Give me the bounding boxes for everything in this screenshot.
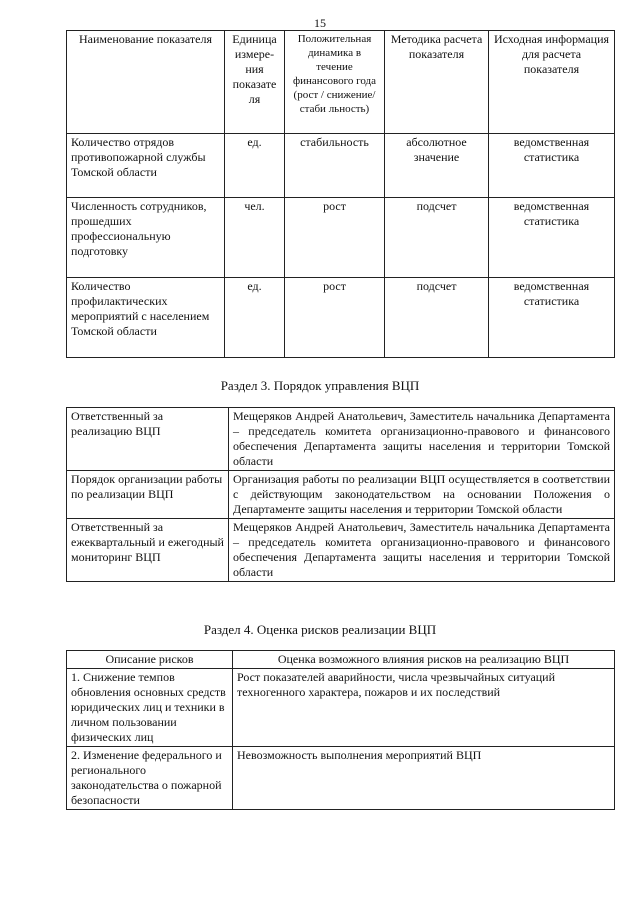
table-cell: Численность сотрудников, прошедших профессиональную подготовку [67,198,225,278]
table-cell: Ответственный за ежеквартальный и ежегодный мониторинг ВЦП [67,519,229,582]
table-header-row [67,31,615,134]
table-cell: 2. Изменение федерального и регионального законодательства о пожарной безопасности [67,747,233,810]
table-row [67,747,615,810]
column-header: Описание рисков [67,651,233,669]
table-cell: подсчет [385,198,489,278]
risks-table [66,650,615,810]
table-cell: чел. [225,198,285,278]
column-header: Методика расчета показателя [385,31,489,134]
table-row [67,198,615,278]
table-cell: Рост показателей аварийности, числа чрезвычайных ситуаций техногенного характера, пожаров и их последствий [233,669,615,747]
table-cell: Организация работы по реализации ВЦП осуществляется в соответствии с действующим законодательством на основании Положения о Департаменте защиты населения и территории Томской области [229,471,615,519]
table-cell: Мещеряков Андрей Анатольевич, Заместитель начальника Департамента – председатель комитета организационно-правового и финансового обеспечения Департамента защиты населения и территории Томской области [229,519,615,582]
page-number: 15 [314,16,326,30]
indicators-table [66,30,615,358]
table-cell: абсолютное значение [385,134,489,198]
table-cell: Количество профилактических мероприятий с населением Томской области [67,278,225,358]
column-header: Оценка возможного влияния рисков на реализацию ВЦП [233,651,615,669]
table-row [67,134,615,198]
table-cell: Количество отрядов противопожарной службы Томской области [67,134,225,198]
table-row [67,519,615,582]
management-table [66,407,615,582]
table-header-row [67,651,615,669]
section-4-title: Раздел 4. Оценка рисков реализации ВЦП [203,622,437,637]
table-row [67,278,615,358]
table-cell: ведомственная статистика [489,278,615,358]
table-cell: ведомственная статистика [489,134,615,198]
table-cell: подсчет [385,278,489,358]
table-cell: рост [285,198,385,278]
column-header: Исходная информация для расчета показателя [489,31,615,134]
table-row [67,408,615,471]
table-cell: Порядок организации работы по реализации ВЦП [67,471,229,519]
table-cell: ед. [225,278,285,358]
table-cell: Невозможность выполнения мероприятий ВЦП [233,747,615,810]
table-cell: Мещеряков Андрей Анатольевич, Заместитель начальника Департамента – председатель комитета организационно-правового и финансового обеспечения Департамента защиты населения и территории Томской области [229,408,615,471]
table-cell: ведомственная статистика [489,198,615,278]
table-cell: стабильность [285,134,385,198]
column-header: Единица измере-ния показате ля [225,31,285,134]
table-cell: 1. Снижение темпов обновления основных средств юридических лиц и техники в личном пользовании физических лиц [67,669,233,747]
section-3-title: Раздел 3. Порядок управления ВЦП [220,378,420,393]
table-cell: ед. [225,134,285,198]
table-row [67,669,615,747]
column-header: Положительная динамика в течение финансового года (рост / снижение/стаби льность) [285,31,385,134]
table-cell: Ответственный за реализацию ВЦП [67,408,229,471]
table-row [67,471,615,519]
column-header: Наименование показателя [67,31,225,134]
table-cell: рост [285,278,385,358]
